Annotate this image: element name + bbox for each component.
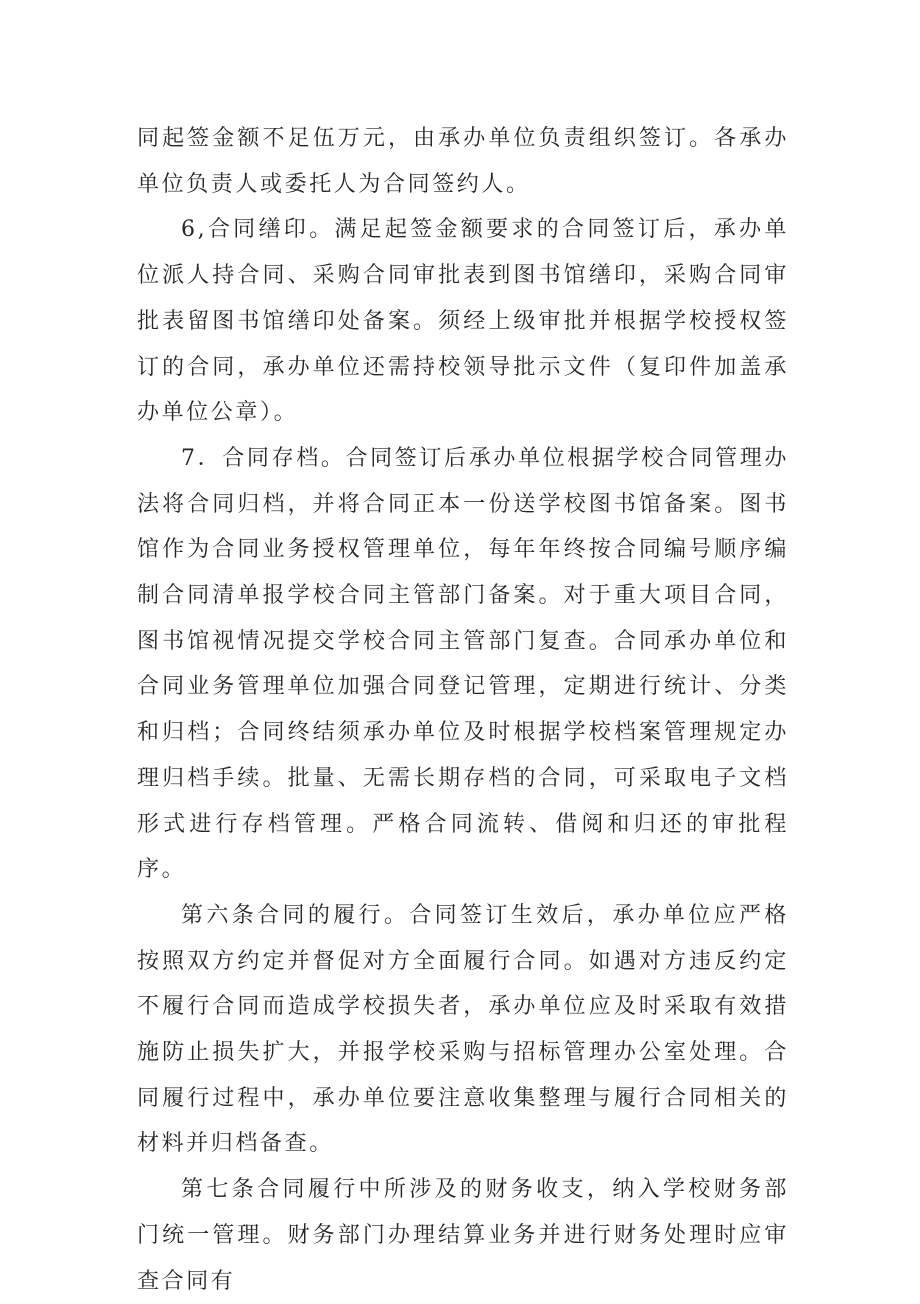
paragraph-article-six: 第六条合同的履行。合同签订生效后，承办单位应严格按照双方约定并督促对方全面履行合同。如遇对方违反约定不履行合同而造成学校损失者，承办单位应及时采取有效措施防止损失扩大，并报学校采购与招标管理办公室处理。合同履行过程中，承办单位要注意收集整理与履行合同相关的材料并归档备查。	[137, 902, 789, 1157]
paragraph-article-seven: 第七条合同履行中所涉及的财务收支，纳入学校财务部门统一管理。财务部门办理结算业务并进行财务处理时应审查合同有	[137, 1177, 789, 1294]
document-body	[137, 116, 789, 1304]
paragraph-contract-printing: 6,合同缮印。满足起签金额要求的合同签订后，承办单位派人持合同、采购合同审批表到图书馆缮印，采购合同审批表留图书馆缮印处备案。须经上级审批并根据学校授权签订的合同，承办单位还需持校领导批示文件（复印件加盖承办单位公章）。	[137, 217, 789, 426]
paragraph-continuation: 同起签金额不足伍万元，由承办单位负责组织签订。各承办单位负责人或委托人为合同签约人。	[137, 126, 789, 197]
paragraph-contract-archiving: 7．合同存档。合同签订后承办单位根据学校合同管理办法将合同归档，并将合同正本一份送学校图书馆备案。图书馆作为合同业务授权管理单位，每年年终按合同编号顺序编制合同清单报学校合同主管部门备案。对于重大项目合同，图书馆视情况提交学校合同主管部门复查。合同承办单位和合同业务管理单位加强合同登记管理，定期进行统计、分类和归档；合同终结须承办单位及时根据学校档案管理规定办理归档手续。批量、无需长期存档的合同，可采取电子文档形式进行存档管理。严格合同流转、借阅和归还的审批程序。	[137, 445, 789, 883]
